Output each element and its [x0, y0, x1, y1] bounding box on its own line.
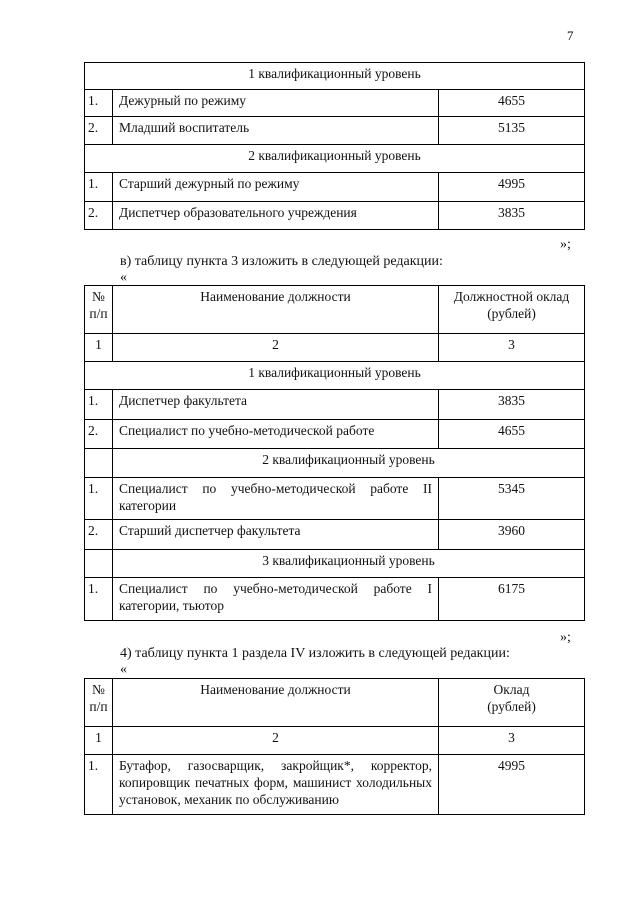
row-number: 2.: [85, 520, 113, 550]
position-name: Диспетчер образовательного учреждения: [113, 202, 439, 230]
column-number: 1: [85, 727, 113, 755]
salary-value: 6175: [439, 578, 585, 621]
column-number-row: [85, 334, 585, 362]
level-row: [85, 362, 585, 390]
level-spacer: [85, 550, 113, 578]
position-name: Специалист по учебно-методической работе II категории: [113, 478, 439, 520]
position-name: Диспетчер факультета: [113, 390, 439, 420]
header-number: № п/п: [85, 286, 113, 334]
column-number-row: [85, 727, 585, 755]
qualification-level: 2 квалификационный уровень: [85, 145, 585, 173]
closing-quote: »;: [560, 237, 571, 252]
opening-quote: «: [120, 662, 127, 677]
table-row: [85, 578, 585, 621]
closing-quote: »;: [560, 630, 571, 645]
header-number: № п/п: [85, 679, 113, 727]
position-name: Бутафор, газосварщик, закройщик*, корректор, копировщик печатных форм, машинист холодильных установок, механик по обслуживанию: [113, 755, 439, 815]
table-row: [85, 520, 585, 550]
salary-value: 3835: [439, 202, 585, 230]
level-row: [85, 63, 585, 90]
salary-table: [84, 678, 585, 815]
salary-value: 3835: [439, 390, 585, 420]
position-name: Специалист по учебно-методической работе I категории, тьютор: [113, 578, 439, 621]
table-row: [85, 755, 585, 815]
level-spacer: [85, 449, 113, 478]
column-number: 2: [113, 727, 439, 755]
position-name: Специалист по учебно-методической работе: [113, 420, 439, 449]
row-number: 1.: [85, 90, 113, 117]
amendment-paragraph: в) таблицу пункта 3 изложить в следующей редакции:: [120, 254, 443, 269]
column-number: 3: [439, 334, 585, 362]
header-row: [85, 286, 585, 334]
positions-table: [84, 285, 585, 621]
table-row: [85, 478, 585, 520]
header-salary: Оклад (рублей): [439, 679, 585, 727]
header-position: Наименование должности: [113, 286, 439, 334]
qualification-level: 3 квалификационный уровень: [113, 550, 585, 578]
row-number: 2.: [85, 420, 113, 449]
salary-value: 5345: [439, 478, 585, 520]
table-row: [85, 90, 585, 117]
header-row: [85, 679, 585, 727]
level-row: [85, 550, 585, 578]
table-row: [85, 420, 585, 449]
level-row: [85, 145, 585, 173]
table-continuation: [84, 62, 585, 230]
row-number: 1.: [85, 755, 113, 815]
table-row: [85, 173, 585, 202]
row-number: 1.: [85, 578, 113, 621]
amendment-paragraph: 4) таблицу пункта 1 раздела IV изложить в следующей редакции:: [120, 646, 510, 661]
salary-value: 5135: [439, 117, 585, 145]
row-number: 2.: [85, 117, 113, 145]
table-row: [85, 117, 585, 145]
opening-quote: «: [120, 270, 127, 285]
table-row: [85, 390, 585, 420]
level-row: [85, 449, 585, 478]
header-salary: Должностной оклад (рублей): [439, 286, 585, 334]
page-number: 7: [567, 28, 574, 43]
position-name: Младший воспитатель: [113, 117, 439, 145]
position-name: Старший диспетчер факультета: [113, 520, 439, 550]
row-number: 1.: [85, 390, 113, 420]
salary-value: 4995: [439, 173, 585, 202]
table-row: [85, 202, 585, 230]
position-name: Старший дежурный по режиму: [113, 173, 439, 202]
position-name: Дежурный по режиму: [113, 90, 439, 117]
salary-value: 4995: [439, 755, 585, 815]
row-number: 1.: [85, 173, 113, 202]
row-number: 2.: [85, 202, 113, 230]
column-number: 2: [113, 334, 439, 362]
salary-value: 4655: [439, 90, 585, 117]
salary-value: 3960: [439, 520, 585, 550]
qualification-level: 2 квалификационный уровень: [113, 449, 585, 478]
column-number: 1: [85, 334, 113, 362]
column-number: 3: [439, 727, 585, 755]
row-number: 1.: [85, 478, 113, 520]
header-position: Наименование должности: [113, 679, 439, 727]
qualification-level: 1 квалификационный уровень: [85, 362, 585, 390]
qualification-level: 1 квалификационный уровень: [85, 63, 585, 90]
salary-value: 4655: [439, 420, 585, 449]
